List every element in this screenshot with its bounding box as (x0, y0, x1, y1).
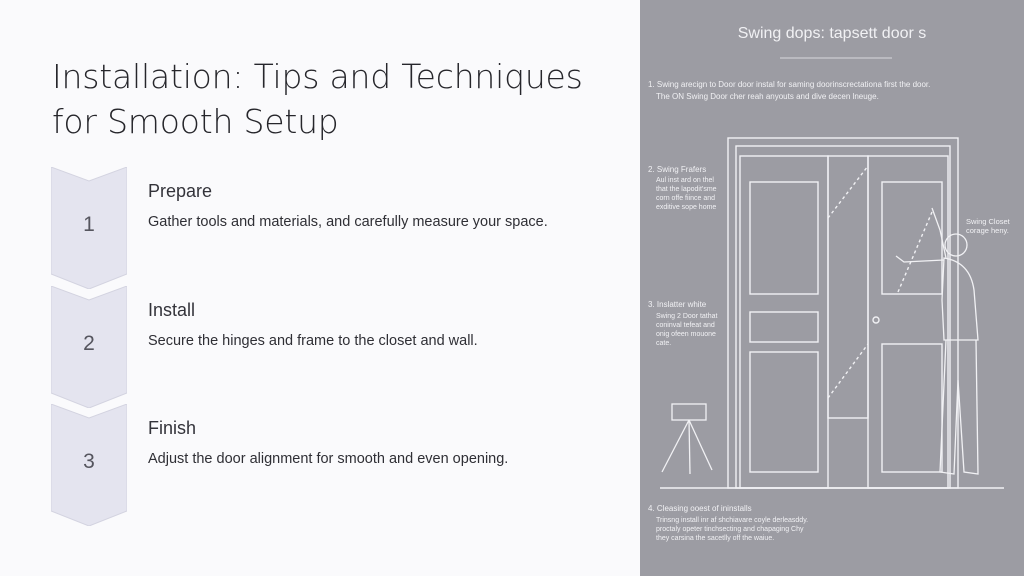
note-2-line: Aul inst ard on thel (656, 177, 714, 184)
step-3-heading: Finish (148, 418, 197, 438)
note-2-line: exditive sope home (656, 204, 717, 211)
note-3-line: Swing 2 Door tathat (656, 313, 718, 320)
note-3-line: cate. (656, 340, 672, 347)
step-2-number: 2 (83, 332, 95, 355)
door-installation-illustration (640, 0, 1024, 576)
note-3-line: coninval tefeat and (656, 322, 715, 329)
person-figure (896, 208, 978, 474)
step-1 (51, 167, 611, 289)
note-3-title: 3. Inslatter white (648, 300, 707, 309)
step-1-heading: Prepare (148, 181, 213, 201)
laser-level-tripod-icon (662, 404, 712, 474)
step-1-description: Gather tools and materials, and carefully measure your space. (148, 214, 548, 230)
illustration-title: Swing dops: tapsett door s (737, 25, 927, 42)
note-3-line: onig ofeen mouone (656, 331, 716, 338)
note-4-line: Trinsng install inr af shchiavare coyle derleasddy. (656, 517, 809, 524)
note-4-title: 4. Cleasing ooest of ininstalls (648, 504, 752, 513)
note-2-line: corn offe fiince and (656, 195, 716, 202)
step-2-description: Secure the hinges and frame to the closet and wall. (148, 333, 478, 349)
right-door (868, 156, 948, 488)
slide-title: Installation: Tips and Techniques for Smooth Setup (52, 57, 583, 141)
step-1-number: 1 (83, 213, 95, 236)
intro-line-2: The ON Swing Door cher reah anyouts and dive decen lneuge. (656, 92, 879, 101)
note-4-line: proctaly opeter tinchsecting and chapaging Chy (656, 526, 804, 533)
note-4-line: they carsina the sacetlly off the waiue. (656, 535, 775, 542)
step-2-heading: Install (148, 300, 196, 320)
step-3 (51, 404, 611, 526)
note-2-title: 2. Swing Frafers (648, 165, 707, 174)
side-label-line-1: Swing Closet (966, 217, 1010, 226)
step-3-description: Adjust the door alignment for smooth and even opening. (148, 451, 509, 467)
step-3-number: 3 (83, 450, 95, 473)
note-2-line: that the lapodit’sme (656, 186, 717, 193)
side-label-line-2: corage heny. (966, 226, 1009, 235)
left-door (740, 156, 828, 488)
step-2 (51, 286, 611, 408)
intro-line-1: 1. Swing arecign to Door door instal for saming doorinscrectationa first the door. (648, 80, 931, 89)
